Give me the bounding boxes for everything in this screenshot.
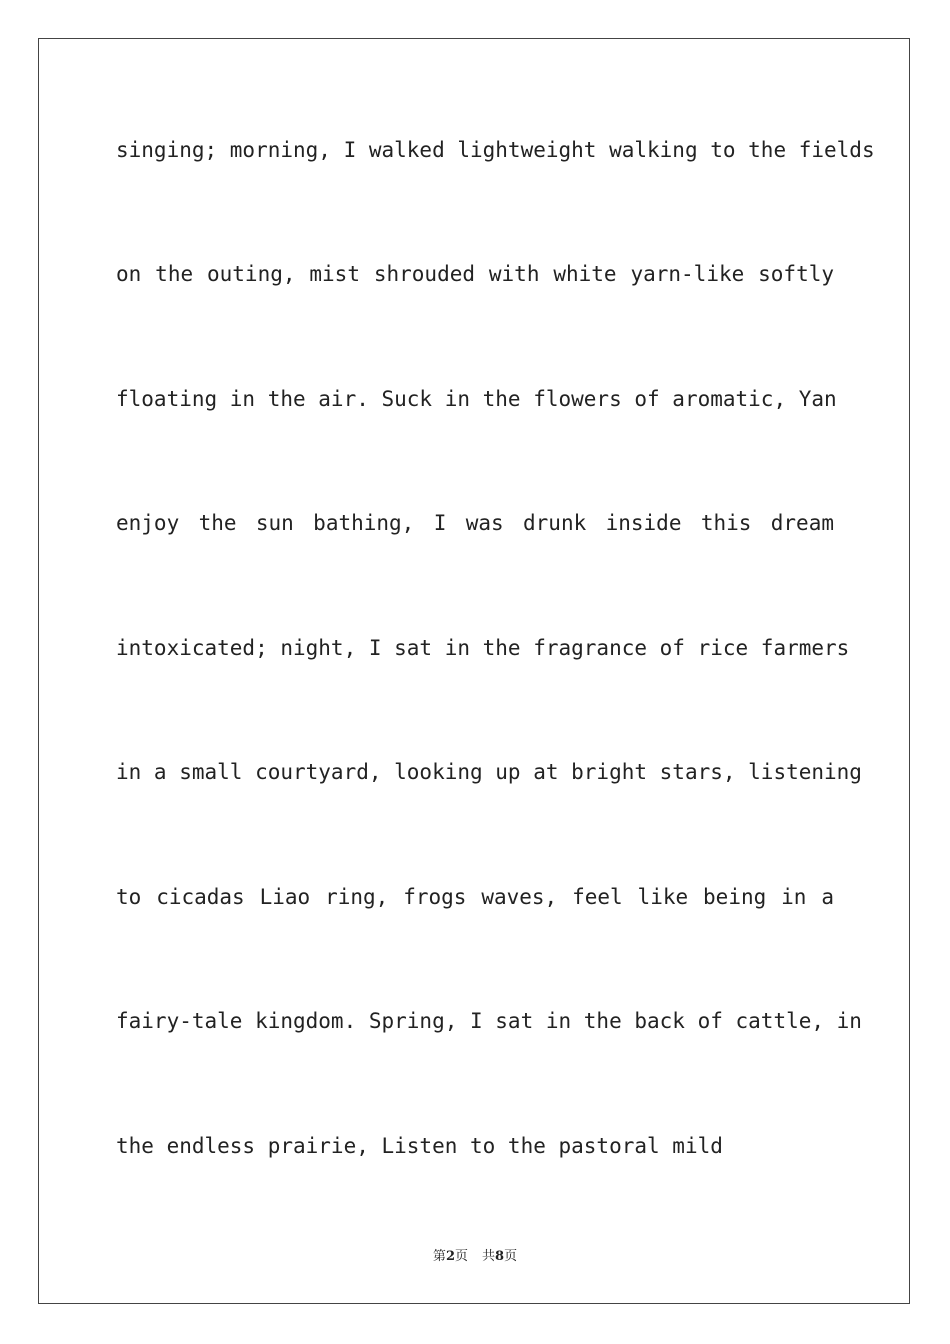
text-line: to cicadas Liao ring, frogs waves, feel like being in a bbox=[116, 885, 834, 909]
page-prefix: 第 bbox=[432, 1249, 446, 1264]
page-suffix: 页 bbox=[454, 1249, 468, 1264]
total-suffix: 页 bbox=[504, 1249, 518, 1264]
page-border bbox=[38, 38, 910, 1304]
total-prefix: 共 bbox=[482, 1249, 496, 1264]
text-line: fairy-tale kingdom. Spring, I sat in the back of cattle, in bbox=[116, 1009, 862, 1033]
text-line: the endless prairie, Listen to the pastoral mild bbox=[116, 1134, 723, 1158]
page-number: 2 bbox=[445, 1249, 455, 1264]
text-line: intoxicated; night, I sat in the fragrance of rice farmers bbox=[116, 636, 850, 660]
text-line: in a small courtyard, looking up at bright stars, listening bbox=[116, 760, 862, 784]
total-pages: 8 bbox=[495, 1249, 505, 1264]
page-footer bbox=[0, 1248, 950, 1266]
text-line: singing; morning, I walked lightweight walking to the fields bbox=[116, 138, 875, 162]
text-line: enjoy the sun bathing, I was drunk inside this dream bbox=[116, 511, 834, 535]
text-line: floating in the air. Suck in the flowers of aromatic, Yan bbox=[116, 387, 837, 411]
text-line: on the outing, mist shrouded with white yarn-like softly bbox=[116, 262, 834, 286]
